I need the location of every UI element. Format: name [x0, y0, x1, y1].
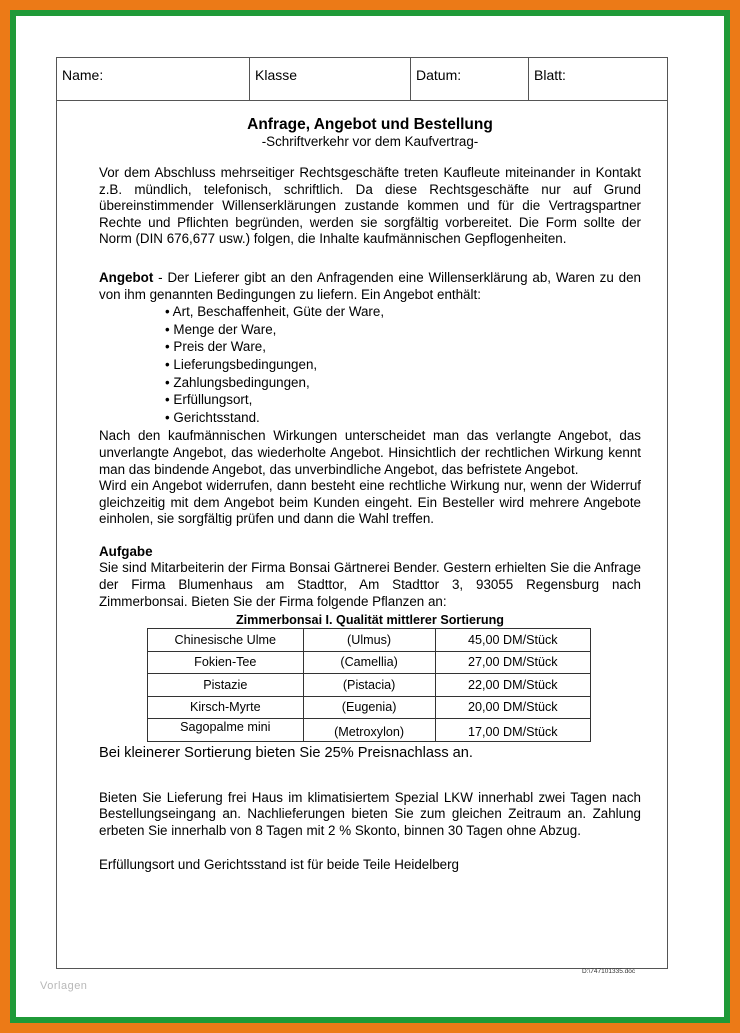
list-item: • Menge der Ware, — [165, 321, 641, 339]
table-caption: Zimmerbonsai I. Qualität mittlerer Sortierung — [235, 613, 505, 628]
plant-latin: (Eugenia) — [303, 696, 435, 719]
page-subtitle: -Schriftverkehr vor dem Kaufvertrag- — [261, 134, 479, 149]
table-row — [148, 629, 591, 652]
plant-latin: (Camellia) — [303, 651, 435, 674]
angebot-paragraph — [99, 270, 641, 303]
list-item: • Erfüllungsort, — [165, 391, 641, 409]
name-field[interactable] — [57, 58, 250, 100]
watermark-text: Vorlagen — [40, 980, 88, 992]
plant-latin: (Metroxylon) — [303, 719, 435, 742]
table-row — [148, 651, 591, 674]
plant-latin: (Pistacia) — [303, 674, 435, 697]
widerruf-paragraph: Wird ein Angebot widerrufen, dann besteht eine rechtliche Wirkung nur, wenn der Widerruf gleichzeitig mit dem Angebot beim Kunden eingeht. Ein Besteller wird mehrere Angebote einholen, sie sorgfältig prüfen und dann die Wahl treffen. — [99, 478, 641, 527]
lieferung-paragraph: Bieten Sie Lieferung frei Haus im klimatisiertem Spezial LKW innerhabl zwei Tagen nach Bestellungseingang an. Nachlieferungen bieten Sie zum gleichen Zeitraum an. Zahlung erbeten Sie innerhalb von 8 Tagen mit 2 % Skonto, binnen 30 Tagen ohne Abzug. — [99, 789, 641, 838]
angebot-term: Angebot — [99, 269, 154, 285]
list-item: • Zahlungsbedingungen, — [165, 374, 641, 392]
aufgabe-heading: Aufgabe — [99, 543, 153, 559]
plant-price: 17,00 DM/Stück — [435, 719, 590, 742]
table-row — [148, 696, 591, 719]
wirkungen-paragraph: Nach den kaufmännischen Wirkungen unterscheidet man das verlangte Angebot, das unverlangte Angebot, das wiederholte Angebot. Hinsichtlich der rechtlichen Wirkung kennt man das bindende Angebot, das unverbindliche Angebot, das befristete Angebot. — [99, 428, 641, 477]
plant-name: Pistazie — [148, 674, 304, 697]
plants-table — [147, 628, 591, 742]
document-body — [99, 116, 641, 873]
list-item: • Lieferungsbedingungen, — [165, 356, 641, 374]
plant-price: 45,00 DM/Stück — [435, 629, 590, 652]
angebot-definition: - Der Lieferer gibt an den Anfragenden eine Willenserklärung ab, Waren zu den von ihm genannten Bedingungen zu liefern. Ein Angebot enthält: — [99, 269, 641, 302]
list-item: • Gerichtsstand. — [165, 409, 641, 427]
plant-name: Kirsch-Myrte — [148, 696, 304, 719]
klasse-label: Klasse — [255, 67, 298, 83]
worksheet — [56, 57, 668, 969]
doc-reference: D:\747101335.doc — [582, 968, 636, 975]
klasse-field[interactable] — [250, 58, 411, 100]
name-label: Name: — [62, 67, 104, 83]
plant-price: 20,00 DM/Stück — [435, 696, 590, 719]
datum-field[interactable] — [411, 58, 529, 100]
list-item: • Preis der Ware, — [165, 338, 641, 356]
angebot-contents-list — [99, 303, 641, 426]
plant-name: Chinesische Ulme — [148, 629, 304, 652]
header-row — [57, 58, 667, 101]
table-row — [148, 719, 591, 742]
aufgabe-paragraph: Sie sind Mitarbeiterin der Firma Bonsai Gärtnerei Bender. Gestern erhielten Sie die Anfrage der Firma Blumenhaus am Stadttor, Am Stadttor 3, 93055 Regensburg nach Zimmerbonsai. Bieten Sie der Firma folgende Pflanzen an: — [99, 560, 641, 609]
blatt-field[interactable] — [529, 58, 667, 100]
erfuellung-line: Erfüllungsort und Gerichtsstand ist für beide Teile Heidelberg — [99, 856, 460, 872]
intro-paragraph: Vor dem Abschluss mehrseitiger Rechtsgeschäfte treten Kaufleute miteinander in Kontakt z.B. mündlich, telefonisch, schriftlich. Da diese Rechtsgeschäfte nur auf Grund übereinstimmender Willenserklärungen zustande kommen und für die Vertragspartner Rechte und Pflichten begründen, werden sie sorgfältig vorbereitet. Die Form sollte der Norm (DIN 676,677 usw.) folgen, die Inhalte kaufmännischen Gepflogenheiten. — [99, 165, 641, 247]
table-row — [148, 674, 591, 697]
list-item: • Art, Beschaffenheit, Güte der Ware, — [165, 303, 641, 321]
plant-price: 27,00 DM/Stück — [435, 651, 590, 674]
plant-price: 22,00 DM/Stück — [435, 674, 590, 697]
blatt-label: Blatt: — [534, 67, 566, 83]
plant-name: Fokien-Tee — [148, 651, 304, 674]
page-title: Anfrage, Angebot und Bestellung — [247, 116, 493, 133]
plant-latin: (Ulmus) — [303, 629, 435, 652]
datum-label: Datum: — [416, 67, 462, 83]
plant-name: Sagopalme mini — [148, 719, 304, 742]
rabatt-line: Bei kleinerer Sortierung bieten Sie 25% Preisnachlass an. — [99, 744, 473, 761]
